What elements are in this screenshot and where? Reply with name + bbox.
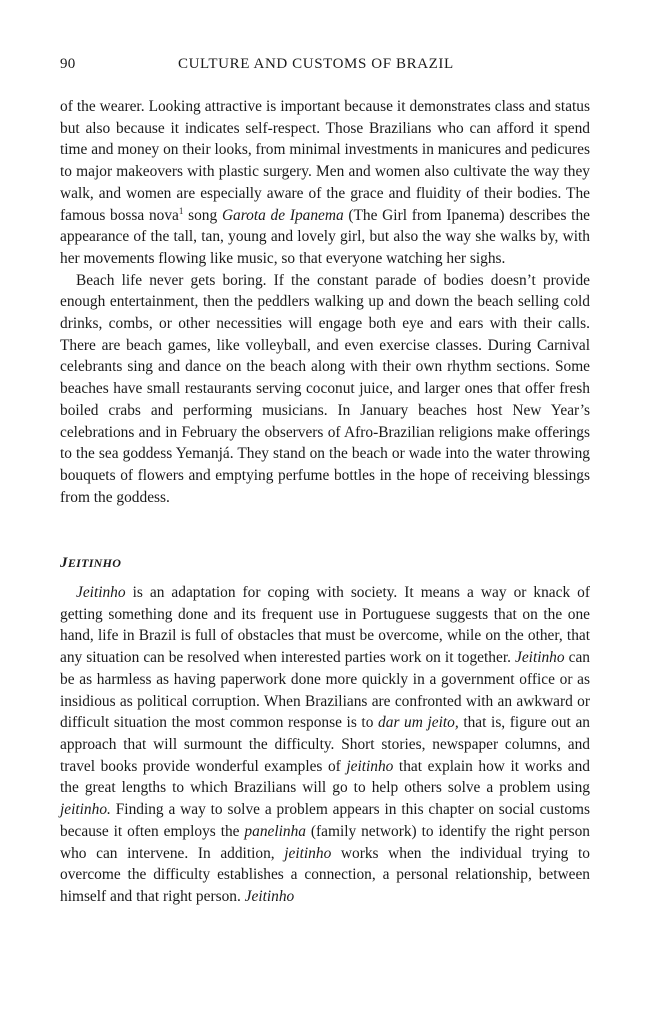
italic-term: jeitinho xyxy=(346,757,394,775)
paragraph-text: song xyxy=(183,206,222,224)
italic-term: jeitinho xyxy=(284,844,332,862)
paragraph-jeitinho xyxy=(60,582,590,908)
footnote-marker: 1 xyxy=(178,205,184,216)
running-head: CULTURE AND CUSTOMS OF BRAZIL xyxy=(178,56,454,72)
italic-term: Jeitinho xyxy=(515,649,565,667)
paragraph-text: that explain how it works and the great lengths to which Brazilians will go to help others solve a problem using xyxy=(60,757,590,797)
paragraph-text: is an adaptation for coping with society. It means a way or knack of getting something done and its frequent use in Portuguese suggests that on the one hand, life in Brazil is full of obstacles that must be overcome, while on the other, that any situation can be resolved when interested parties work on it together. xyxy=(60,584,590,667)
italic-term: Jeitinho xyxy=(76,584,126,602)
paragraph-beach-life: Beach life never gets boring. If the constant parade of bodies doesn’t provide enough entertainment, then the peddlers walking up and down the beach selling cold drinks, combs, or other necessities will engage both eye and ears with their calls. There are beach games, like volleyball, and even exercise classes. During Carnival celebrants sing and dance on the beach along with their own rhythm sections. Some beaches have small restaurants serving coconut juice, and larger ones that offer fresh boiled crabs and performing musicians. In January beaches host New Year’s celebrations and in February the observers of Afro-Brazilian religions make offerings to the sea goddess Yemanjá. They stand on the beach or wade into the water throwing bouquets of flowers and emptying perfume bottles in the hope of receiving blessings from the goddess. xyxy=(60,271,590,506)
page-number: 90 xyxy=(60,56,76,72)
paragraph-wearer xyxy=(60,96,590,270)
body-text xyxy=(60,96,590,908)
paragraph-text: that is, figure out an approach that will surmount the difficulty. Short stories, newspaper columns, and travel books provide wonderful examples of xyxy=(60,714,590,775)
paragraph-text: of the wearer. Looking attractive is important because it demonstrates class and status but also because it indicates self-respect. Those Brazilians who can afford it spend time and money on their looks, from minimal investments in manicures and pedicures to major makeovers with plastic surgery. Men and women also cultivate the way they walk, and women are especially aware of the grace and fluidity of their bodies. The famous bossa nova xyxy=(60,98,590,224)
paragraph-text: (The Girl from Ipanema) describes the appearance of the tall, tan, young and lovely girl, but also the way she walks by, with her movements flowing like music, so that everyone watching her sighs. xyxy=(60,206,590,267)
paragraph-text: (family network) to identify the right person who can intervene. In addition, xyxy=(60,822,590,862)
italic-term: dar um jeito, xyxy=(378,714,459,732)
song-title: Garota de Ipanema xyxy=(221,206,344,224)
paragraph-text: Finding a way to solve a problem appears in this chapter on social customs because it often employs the xyxy=(60,801,590,840)
paragraph-text: can be as harmless as having paperwork done more quickly in a government office or as insidious as political corruption. When Brazilians are confronted with an awkward or difficult situation the most common response is to xyxy=(60,649,590,732)
italic-term: Jeitinho xyxy=(244,887,295,905)
italic-term: jeitinho. xyxy=(60,801,111,819)
section-heading-initial: J xyxy=(60,555,68,572)
page-header xyxy=(60,56,590,78)
paragraph-text: works when the individual trying to overcome the difficulty establishes a connection, a personal relationship, between himself and that right person. xyxy=(60,844,590,905)
section-heading-rest: EITINHO xyxy=(67,556,122,571)
italic-term: panelinha xyxy=(244,822,306,840)
section-heading xyxy=(60,553,590,575)
